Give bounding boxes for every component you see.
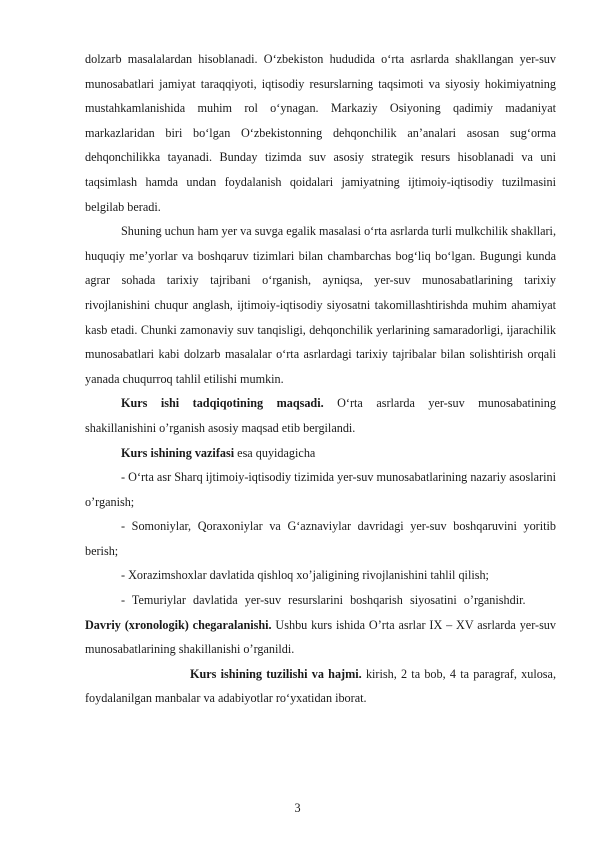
research-goal-heading: Kurs ishi tadqiqotining maqsadi. — [121, 396, 324, 411]
paragraph-structure — [85, 662, 556, 711]
chronology-heading: Davriy (xronologik) chegaralanishi. — [85, 617, 272, 632]
page-number: 3 — [294, 801, 301, 815]
paragraph-intro-continued: dolzarb masalalardan hisoblanadi. O‘zbekiston hududida o‘rta asrlarda shakllangan yer-suv munosabatlari jamiyat taraqqiyoti, iqtisodiy resurslarning taqsimoti va siyosiy hokimiyatning mustahkamlanishida muhim rol o‘ynagan. Markaziy Osiyoning qadimiy madaniyat markazlaridan biri bo‘lgan O‘zbekistonning dehqonchilik an’analari asosan sug‘orma dehqonchilikka tayanadi. Bunday tizimda suv asosiy strategik resurs hisoblanadi va uni taqsimlash hamda undan foydalanish qoidalari jamiyatning ijtimoiy-iqtisodiy tuzilmasini belgilab beradi. — [85, 52, 556, 214]
chronology-text: Ushbu kurs ishida O’rta asrlar IX – XV asrlarda yer-suv munosabatlarining shakillanishi o’rganildi. — [85, 617, 556, 657]
task-item-4-text: - Temuriylar davlatida yer-suv resurslarini boshqarish siyosatini o’rganishdir. — [121, 593, 526, 608]
structure-heading: Kurs ishining tuzilishi va hajmi. — [190, 666, 362, 681]
task-item-2: - Somoniylar, Qoraxoniylar va G‘aznaviylar davridagi yer-suv boshqaruvini yoritib berish; — [85, 519, 556, 558]
paragraph-tasks — [85, 441, 556, 466]
task-item-3: - Xorazimshoxlar davlatida qishloq xo’jaligining rivojlanishini tahlil qilish; — [121, 568, 489, 583]
tasks-text: esa quyidagicha — [234, 445, 316, 460]
paragraph-research-goal — [85, 391, 556, 440]
paragraph-land-water-ownership: Shuning uchun ham yer va suvga egalik masalasi o‘rta asrlarda turli mulkchilik shakllari, huquqiy me’yorlar va boshqaruv tizimlari bilan chambarchas bog‘liq bo‘lgan. Bugungi kunda agrar sohada tarixiy tajribani o‘rganish, ayniqsa, yer-suv munosabatlarining tarixiy rivojlanishini chuqur anglash, ijtimoiy-iqtisodiy siyosatni takomillashtirishda muhim ahamiyat kasb etadi. Chunki zamonaviy suv tanqisligi, dehqonchilik yerlarining samaradorligi, ijarachilik munosabatlari kabi dolzarb masalalar o‘rta asrlardagi tarixiy tajribalar bilan solishtirish orqali yanada chuqurroq tahlil etilishi mumkin. — [85, 224, 556, 386]
task-item-1: - O‘rta asr Sharq ijtimoiy-iqtisodiy tizimida yer-suv munosabatlarining nazariy asoslarini o’rganish; — [85, 470, 556, 509]
research-goal-text: O‘rta asrlarda yer-suv munosabatining shakillanishini o’rganish asosiy maqsad etib bergilandi. — [85, 396, 556, 435]
tasks-heading: Kurs ishining vazifasi — [121, 445, 235, 460]
task-item-4 — [85, 588, 556, 662]
document-page — [85, 47, 556, 711]
structure-text: kirish, 2 ta bob, 4 ta paragraf, xulosa, foydalanilgan manbalar va adabiyotlar ro‘yxatidan iborat. — [85, 666, 556, 706]
